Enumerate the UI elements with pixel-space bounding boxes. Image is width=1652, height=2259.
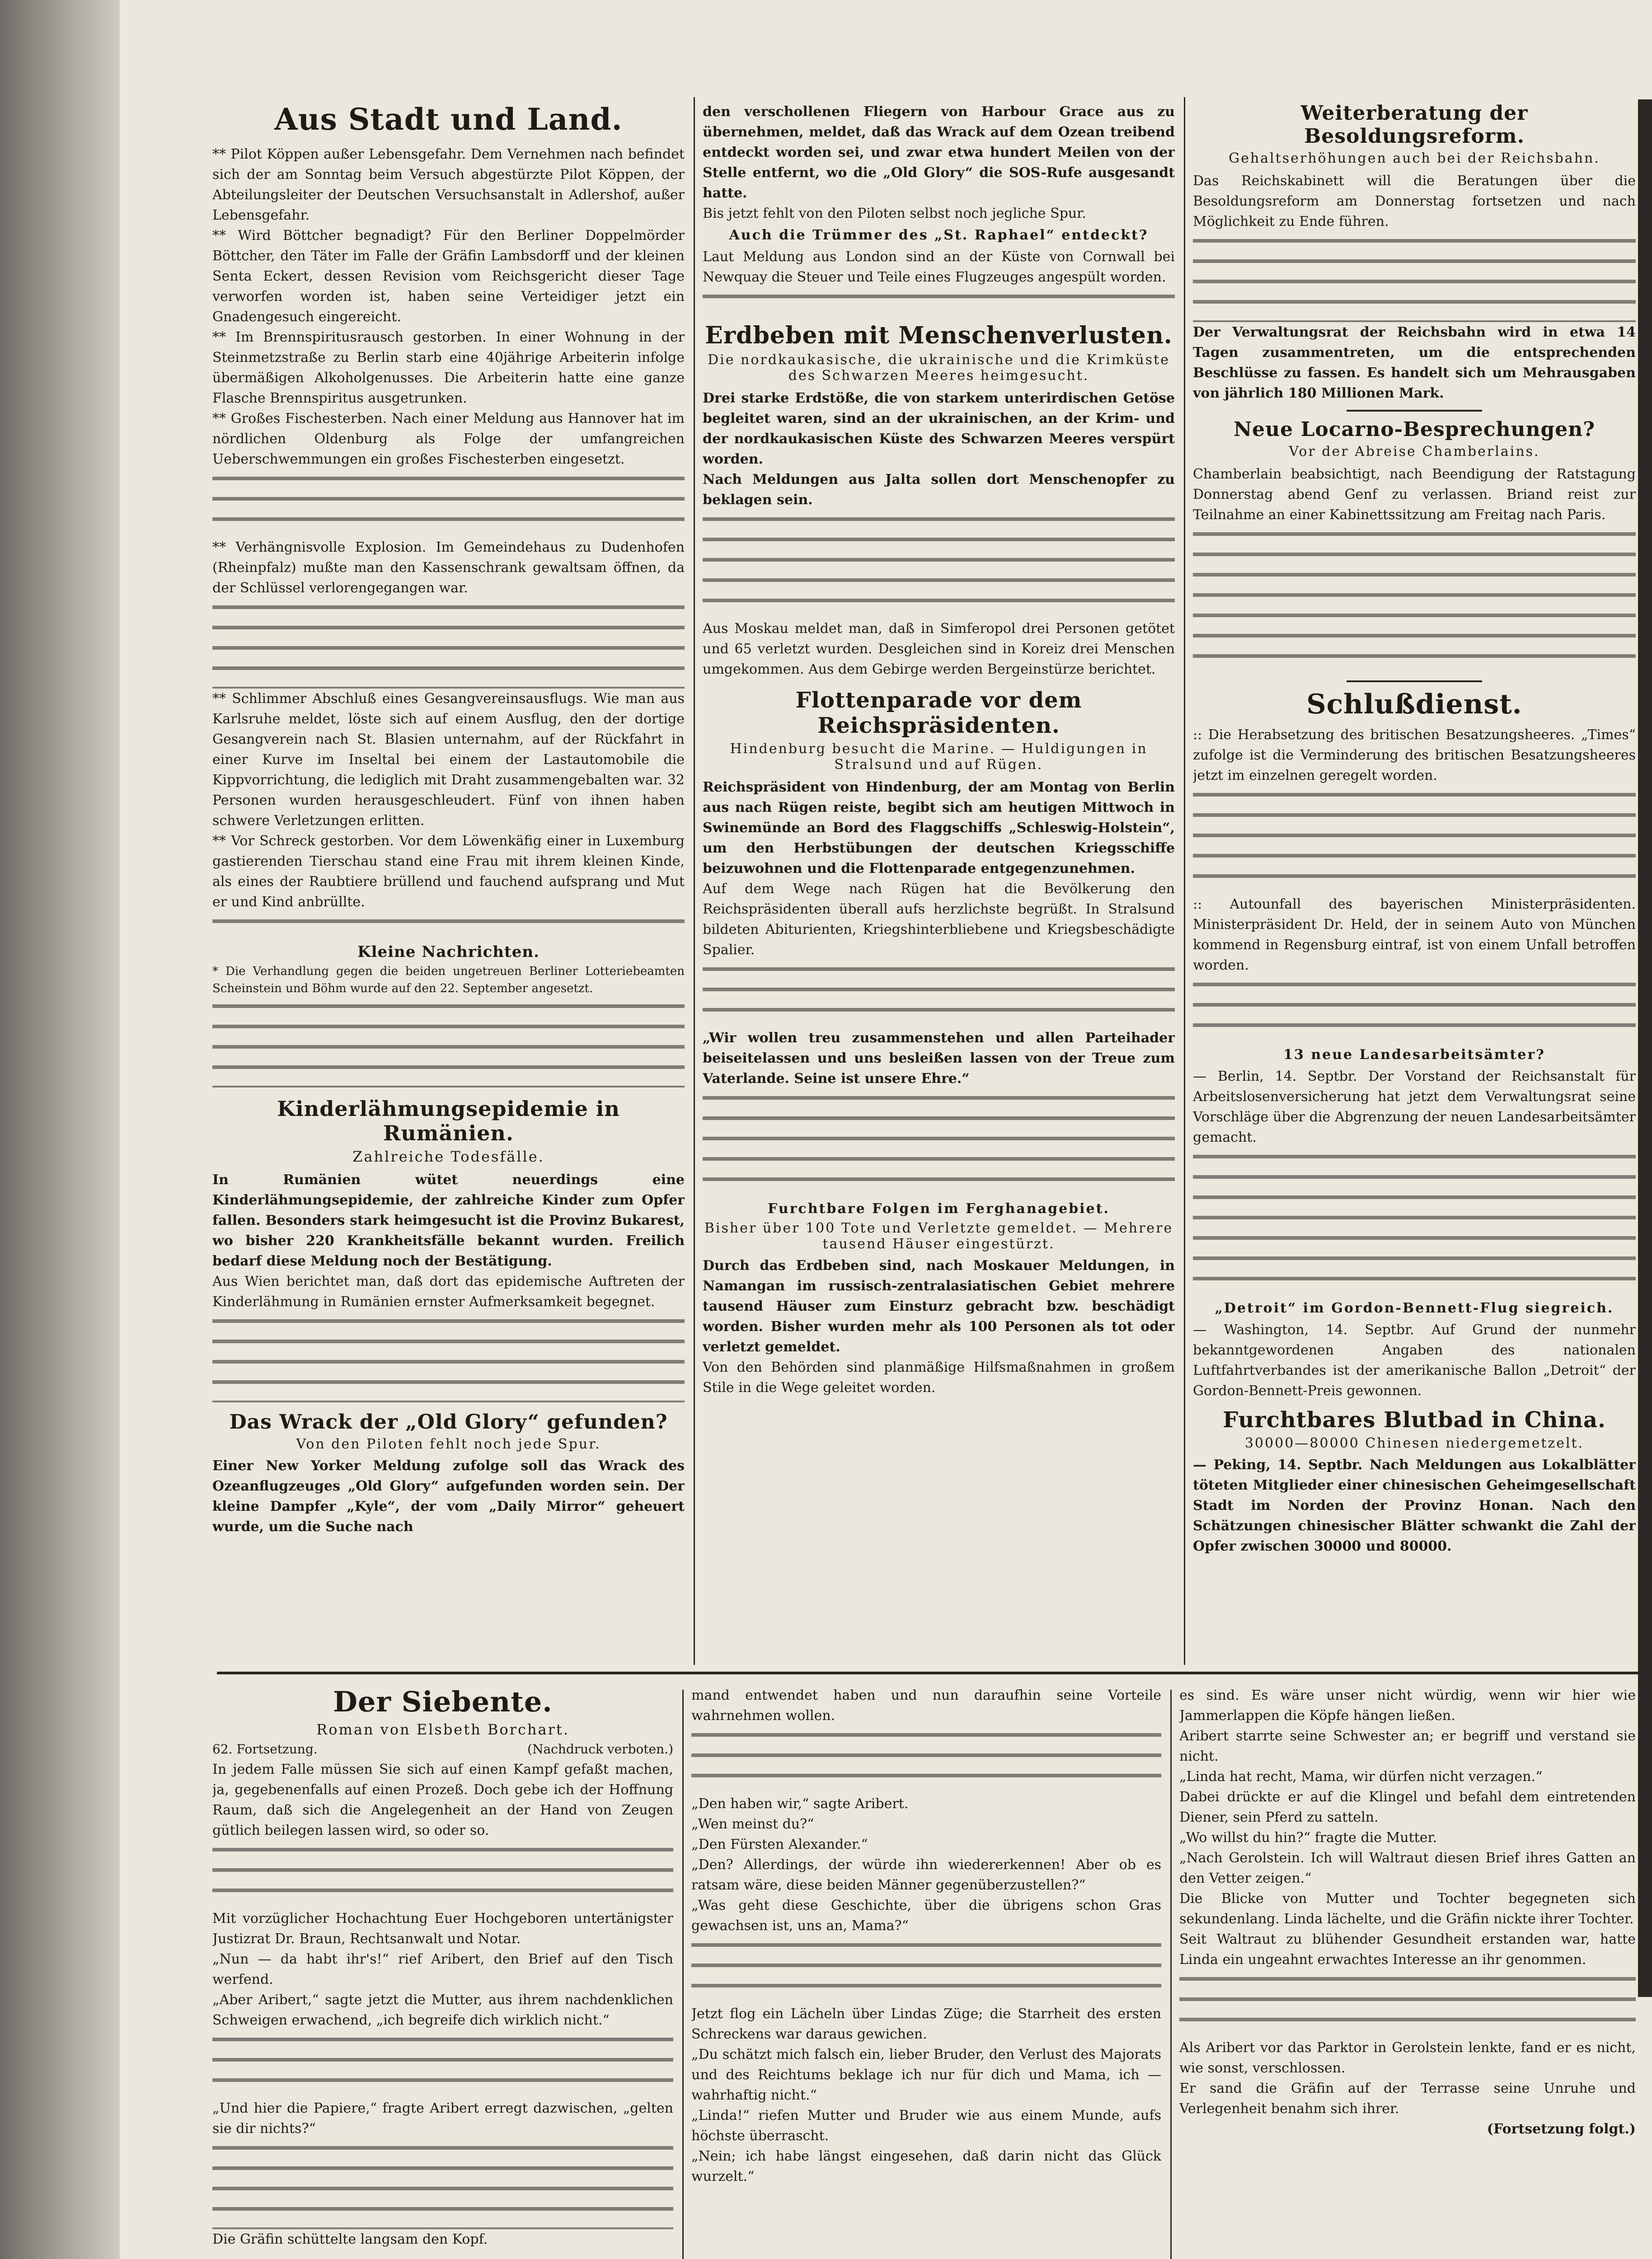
article-paragraph: Von den Behörden sind planmäßige Hilfsmaßnahmen in großem Stile in die Wege geleitet worden.	[703, 1359, 1175, 1396]
novel-paragraph: Jetzt flog ein Lächeln über Lindas Züge; die Starrheit des ersten Schreckens war daraus gewichen.	[691, 2006, 1161, 2042]
article-paragraph: ** Wird Böttcher begnadigt? Für den Berliner Doppelmörder Böttcher, den Täter im Falle der Gräfin Lambsdorff und der kleinen Senta Eckert, dessen Revision vom Reichsgericht dieser Tage verworfen worden ist, haben seine Verteidiger jetzt ein Gnadengesuch eingereicht.	[212, 228, 685, 325]
article-paragraph: — Washington, 14. Septbr. Auf Grund der nunmehr bekanntgewordenen Angaben des nationalen Luftfahrtverbandes ist der amerikanische Ballon „Detroit“ der Gordon-Bennett-Preis gewonnen.	[1193, 1322, 1636, 1399]
feuilleton-rule	[217, 1672, 1640, 1674]
article-paragraph: Nach Meldungen aus Jalta sollen dort Menschenopfer zu beklagen sein.	[703, 472, 1175, 508]
column-rule	[694, 97, 695, 1665]
illegible-text-block	[703, 287, 1175, 314]
illegible-text-block	[1193, 786, 1636, 894]
article-paragraph: Bis jetzt fehlt von den Piloten selbst noch jegliche Spur.	[703, 206, 1086, 221]
novel-paragraph: Dabei drückte er auf die Klingel und befahl dem eintretenden Diener, sein Pferd zu satteln.	[1179, 1789, 1636, 1825]
article-paragraph: :: Autounfall des bayerischen Ministerpräsidenten. Ministerpräsident Dr. Held, der in seinem Auto von München kommend in Regensburg eintraf, ist von einem Unfall betroffen worden.	[1193, 896, 1636, 973]
news-column-3	[1193, 102, 1636, 1665]
novel-title: Der Siebente.	[333, 1685, 553, 1718]
article-paragraph: Aus Moskau meldet man, daß in Simferopol drei Personen getötet und 65 verletzt wurden. Desgleichen sind in Koreiz drei Menschen umgekommen. Aus dem Gebirge werden Bergeinstürze berichtet.	[703, 621, 1175, 677]
rights-note: (Nachdruck verboten.)	[527, 1742, 673, 1757]
feuilleton-column-1	[212, 1685, 673, 2259]
novel-paragraph: Seit Waltraut zu blühender Gesundheit erstanden war, hatte Linda ein ungeahnt erwachtes Interesse an ihr genommen.	[1179, 1931, 1636, 1968]
illegible-text-block	[212, 598, 685, 689]
article-paragraph: den verschollenen Fliegern von Harbour Grace aus zu übernehmen, meldet, daß das Wrack auf dem Ozean treibend entdeckt worden sei, und zwar etwa hundert Meilen von der Stelle entfernt, wo die „Old Glory“ die SOS-Rufe ausgesandt hatte.	[703, 104, 1175, 201]
article-paragraph: ** Schlimmer Abschluß eines Gesangvereinsausflugs. Wie man aus Karlsruhe meldet, löste sich auf einem Ausflug, den der dortige Gesangverein nach St. Blasien unternahm, auf der Rückfahrt in einer Kurve im Inseltal bei einem der Lastautomobile die Kippvorrichtung, die lediglich mit Draht zusammengebalten war. 32 Personen wurden herausgeschleudert. Fünf von ihnen haben schwere Verletzungen erlitten.	[212, 691, 685, 829]
illegible-text-block	[703, 510, 1175, 619]
scan-right-edge	[1638, 99, 1652, 1997]
novel-paragraph: „Den? Allerdings, der würde ihn wiedererkennen! Aber ob es ratsam wäre, diese beiden Männer gegenüberzustellen?“	[691, 1857, 1161, 1893]
article-subheadline: Hindenburg besucht die Marine. — Huldigungen in Stralsund und auf Rügen.	[730, 741, 1148, 773]
article-headline: Weiterberatung der Besoldungsreform.	[1300, 102, 1528, 148]
novel-paragraph: „Den haben wir,“ sagte Aribert.	[691, 1796, 909, 1812]
article-headline: Furchtbares Blutbad in China.	[1223, 1407, 1606, 1433]
article-paragraph: * Die Verhandlung gegen die beiden ungetreuen Berliner Lotteriebeamten Scheinstein und Böhm wurde auf den 22. September angesetzt.	[212, 965, 685, 995]
novel-paragraph: Als Aribert vor das Parktor in Gerolstein lenkte, fand er es nicht, wie sonst, verschlossen.	[1179, 2040, 1636, 2076]
scan-binding-edge	[0, 0, 120, 2259]
article-paragraph: ** Im Brennspiritusrausch gestorben. In einer Wohnung in der Steinmetzstraße zu Berlin starb eine 40jährige Arbeiterin infolge übermäßigen Alkoholgenusses. Die Arbeiterin hatte eine ganze Flasche Brennspiritus ausgetrunken.	[212, 329, 685, 406]
article-paragraph: ** Pilot Köppen außer Lebensgefahr. Dem Vernehmen nach befindet sich der am Sonntag beim Versuch abgestürzte Pilot Köppen, der Abteilungsleiter der Deutschen Versuchsanstalt in Adlershof, außer Lebensgefahr.	[212, 146, 685, 223]
novel-paragraph: „Und hier die Papiere,“ fragte Aribert erregt dazwischen, „gelten sie dir nichts?“	[212, 2100, 673, 2137]
novel-paragraph: „Nach Gerolstein. Ich will Waltraut diesen Brief ihres Gatten an den Vetter zeigen.“	[1179, 1850, 1636, 1886]
article-quote: „Wir wollen treu zusammenstehen und allen Parteihader beiseitelassen und uns besleißen lassen von der Treue zum Vaterlande. Seine ist unsere Ehre.“	[703, 1030, 1175, 1087]
novel-paragraph: „Nein; ich habe längst eingesehen, daß darin nicht das Glück wurzelt.“	[691, 2148, 1161, 2184]
article-headline: Das Wrack der „Old Glory“ gefunden?	[229, 1411, 668, 1434]
illegible-text-block	[691, 1726, 1161, 1794]
article-headline: Schlußdienst.	[1306, 689, 1522, 720]
separator-rule	[1347, 680, 1482, 682]
feuilleton-column-2	[691, 1685, 1161, 2259]
news-column-1	[212, 102, 685, 1665]
article-headline: Erdbeben mit Menschenverlusten.	[705, 322, 1173, 349]
article-subheadline: Bisher über 100 Tote und Verletzte gemeldet. — Mehrere tausend Häuser eingestürzt.	[704, 1220, 1173, 1252]
novel-paragraph: In jedem Falle müssen Sie sich auf einen Kampf gefaßt machen, ja, gegebenenfalls auf einen Prozeß. Doch gebe ich der Hoffnung Raum, daß sich die Angelegenheit an der Hand von Zeugen gütlich beilegen lassen wird, so oder so.	[212, 1762, 673, 1838]
novel-paragraph: mand entwendet haben und nun daraufhin seine Vorteile wahrnehmen wollen.	[691, 1687, 1161, 1724]
article-paragraph: :: Die Herabsetzung des britischen Besatzungsheeres. „Times“ zufolge ist die Verminderung des britischen Besatzungsheeres jetzt im einzelnen geregelt worden.	[1193, 727, 1636, 783]
article-paragraph: — Peking, 14. Septbr. Nach Meldungen aus Lokalblätter töteten Mitglieder einer chinesischen Geheimgesellschaft Stadt im Norden der Provinz Honan. Nach den Schätzungen chinesischer Blätter schwankt die Zahl der Opfer zwischen 30000 und 80000.	[1193, 1457, 1636, 1554]
article-paragraph: Auf dem Wege nach Rügen hat die Bevölkerung den Reichspräsidenten überall aufs herzlichste begrüßt. In Stralsund bildeten Abiturienten, Kriegshinterbliebene und Kriegsbeschädigte Spalier.	[703, 881, 1175, 958]
article-subheadline: Furchtbare Folgen im Ferghanagebiet.	[768, 1201, 1110, 1217]
novel-paragraph: „Linda hat recht, Mama, wir dürfen nicht verzagen.“	[1179, 1769, 1543, 1785]
article-subheadline: Von den Piloten fehlt noch jede Spur.	[296, 1436, 601, 1452]
article-paragraph: — Berlin, 14. Septbr. Der Vorstand der Reichsanstalt für Arbeitslosenversicherung hat jetzt dem Verwaltungsrat seine Vorschläge über die Abgrenzung der neuen Landesarbeitsämter gemacht.	[1193, 1069, 1636, 1145]
novel-paragraph: „Was geht diese Geschichte, über die übrigens schon Gras gewachsen ist, uns an, Mama?“	[691, 1898, 1161, 1934]
novel-paragraph: Mit vorzüglicher Hochachtung Euer Hochgeboren untertänigster Justizrat Dr. Braun, Rechtsanwalt und Notar.	[212, 1911, 673, 1947]
article-paragraph: ** Vor Schreck gestorben. Vor dem Löwenkäfig einer in Luxemburg gastierenden Tierschau stand eine Frau mit ihrem kleinen Kinde, als eines der Raubtiere brüllend und fauchend aufsprang und Mut er und Kind anbrüllte.	[212, 833, 685, 910]
novel-paragraph: Die Gräfin schüttelte langsam den Kopf.	[212, 2231, 488, 2247]
article-paragraph: Chamberlain beabsichtigt, nach Beendigung der Ratstagung Donnerstag abend Genf zu verlassen. Briand reist zur Teilnahme an einer Kabinettssitzung am Freitag nach Paris.	[1193, 466, 1636, 523]
continuation-note: (Fortsetzung folgt.)	[1487, 2121, 1636, 2137]
section-title: Aus Stadt und Land.	[274, 102, 623, 137]
article-subheadline: Zahlreiche Todesfälle.	[352, 1148, 544, 1165]
article-subheadline: 13 neue Landesarbeitsämter?	[1283, 1047, 1545, 1063]
illegible-text-block	[212, 2139, 673, 2229]
column-rule	[682, 1690, 684, 2259]
illegible-text-block	[1193, 232, 1636, 322]
article-paragraph: ** Großes Fischesterben. Nach einer Meldung aus Hannover hat im nördlichen Oldenburg als Folge der umfangreichen Ueberschwemmungen ein großes Fischesterben eingesetzt.	[212, 411, 685, 467]
illegible-text-block	[703, 960, 1175, 1028]
article-paragraph: In Rumänien wütet neuerdings eine Kinderlähmungsepidemie, der zahlreiche Kinder zum Opfer fallen. Besonders stark heimgesucht ist die Provinz Bukarest, wo bisher 220 Krankheitsfälle bekannt wurden. Freilich bedarf diese Meldung noch der Bestätigung.	[212, 1172, 685, 1269]
illegible-text-block	[212, 1841, 673, 1908]
column-rule	[1170, 1690, 1172, 2259]
article-paragraph: Aus Wien berichtet man, daß dort das epidemische Auftreten der Kinderlähmung in Rumänien ernster Aufmerksamkeit begegnet.	[212, 1274, 685, 1310]
article-paragraph: Laut Meldung aus London sind an der Küste von Cornwall bei Newquay die Steuer und Teile eines Flugzeuges angespült worden.	[703, 249, 1175, 285]
illegible-text-block	[1193, 525, 1636, 674]
article-paragraph: Einer New Yorker Meldung zufolge soll das Wrack des Ozeanflugzeuges „Old Glory“ aufgefunden worden sein. Der kleine Dampfer „Kyle“, der vom „Daily Mirror“ geheuert wurde, um die Suche nach	[212, 1458, 685, 1535]
illegible-text-block	[212, 912, 685, 939]
article-paragraph: Reichspräsident von Hindenburg, der am Montag von Berlin aus nach Rügen reiste, begibt sich am heutigen Mittwoch in Swinemünde an Bord des Flaggschiffs „Schleswig-Holstein“, um den Herbstübungen der deutschen Kriegsschiffe beizuwohnen und die Flottenparade entgegenzunehmen.	[703, 779, 1175, 876]
illegible-text-block	[212, 469, 685, 537]
illegible-text-block	[1179, 1970, 1636, 2038]
illegible-text-block	[691, 1936, 1161, 2004]
novel-paragraph: „Nun — da habt ihr's!“ rief Aribert, den Brief auf den Tisch werfend.	[212, 1951, 673, 1987]
article-subheadline: Gehaltserhöhungen auch bei der Reichsbahn.	[1229, 150, 1600, 166]
novel-byline: Roman von Elsbeth Borchart.	[316, 1721, 569, 1738]
illegible-text-block	[212, 2030, 673, 2098]
novel-paragraph: „Aber Aribert,“ sagte jetzt die Mutter, aus ihrem nachdenklichen Schweigen erwachend, „ich begreife dich wirklich nicht.“	[212, 1992, 673, 2028]
separator-rule	[1347, 410, 1482, 412]
article-subheadline: 30000—80000 Chinesen niedergemetzelt.	[1244, 1435, 1584, 1451]
novel-paragraph: es sind. Es wäre unser nicht würdig, wenn wir hier wie Jammerlappen die Köpfe hängen ließen.	[1179, 1687, 1636, 1724]
article-headline: Flottenparade vor dem Reichspräsidenten.	[795, 688, 1082, 738]
novel-paragraph: „Linda!“ riefen Mutter und Bruder wie aus einem Munde, aufs höchste überrascht.	[691, 2108, 1161, 2144]
column-rule	[1184, 97, 1185, 1665]
article-subheadline: „Detroit“ im Gordon-Bennett-Flug siegreich.	[1215, 1300, 1614, 1316]
article-subheadline: Vor der Abreise Chamberlains.	[1289, 444, 1540, 459]
novel-paragraph: Die Blicke von Mutter und Tochter begegneten sich sekundenlang. Linda lächelte, und die Gräfin nickte ihrer Tochter.	[1179, 1891, 1636, 1927]
illegible-text-block	[212, 1312, 685, 1402]
novel-paragraph: „Wo willst du hin?“ fragte die Mutter.	[1179, 1830, 1437, 1846]
article-paragraph: Das Reichskabinett will die Beratungen über die Besoldungsreform am Donnerstag fortsetzen und nach Möglichkeit zu Ende führen.	[1193, 173, 1636, 230]
article-headline: Neue Locarno-Besprechungen?	[1233, 418, 1596, 441]
news-column-2	[703, 102, 1175, 1665]
novel-paragraph: „Den Fürsten Alexander.“	[691, 1837, 868, 1852]
article-subheadline: Die nordkaukasische, die ukrainische und die Krimküste des Schwarzen Meeres heimgesucht.	[708, 352, 1170, 384]
article-paragraph: Der Verwaltungsrat der Reichsbahn wird in etwa 14 Tagen zusammentreten, um die entsprechenden Beschlüsse zu fassen. Es handelt sich um Mehrausgaben von jährlich 180 Millionen Mark.	[1193, 324, 1636, 401]
novel-paragraph: Er sand die Gräfin auf der Terrasse seine Unruhe und Verlegenheit benahm sich ihrer.	[1179, 2081, 1636, 2117]
article-paragraph: ** Verhängnisvolle Explosion. Im Gemeindehaus zu Dudenhofen (Rheinpfalz) mußte man den Kassenschrank gewaltsam öffnen, da der Schlüssel verlorengegangen war.	[212, 539, 685, 596]
novel-paragraph: „Wen meinst du?“	[691, 1816, 814, 1832]
feuilleton-column-3	[1179, 1685, 1636, 2259]
illegible-text-block	[703, 1089, 1175, 1197]
article-paragraph: Durch das Erdbeben sind, nach Moskauer Meldungen, in Namangan im russisch-zentralasiatischen Gebiet mehrere tausend Häuser zum Einsturz gebracht bzw. beschädigt worden. Bisher wurden mehr als 100 Personen als tot oder verletzt gemeldet.	[703, 1258, 1175, 1355]
novel-paragraph: „Du schätzt mich falsch ein, lieber Bruder, den Verlust des Majorats und des Reichtums beklage ich nur für dich und Mama, ich — wahrhaftig nicht.“	[691, 2047, 1161, 2103]
illegible-text-block	[1193, 1148, 1636, 1297]
illegible-text-block	[212, 997, 685, 1087]
illegible-text-block	[1193, 975, 1636, 1043]
article-subheadline: Auch die Trümmer des „St. Raphael“ entdeckt?	[729, 227, 1149, 243]
subsection-title: Kleine Nachrichten.	[357, 943, 540, 961]
article-paragraph: Drei starke Erdstöße, die von starkem unterirdischen Getöse begleitet waren, sind an der ukrainischen, an der Krim- und der nordkaukasischen Küste des Schwarzen Meeres verspürt worden.	[703, 390, 1175, 467]
novel-paragraph: Aribert starrte seine Schwester an; er begriff und verstand sie nicht.	[1179, 1728, 1636, 1764]
article-headline: Kinderlähmungsepidemie in Rumänien.	[277, 1097, 620, 1145]
installment-number: 62. Fortsetzung.	[212, 1742, 318, 1757]
